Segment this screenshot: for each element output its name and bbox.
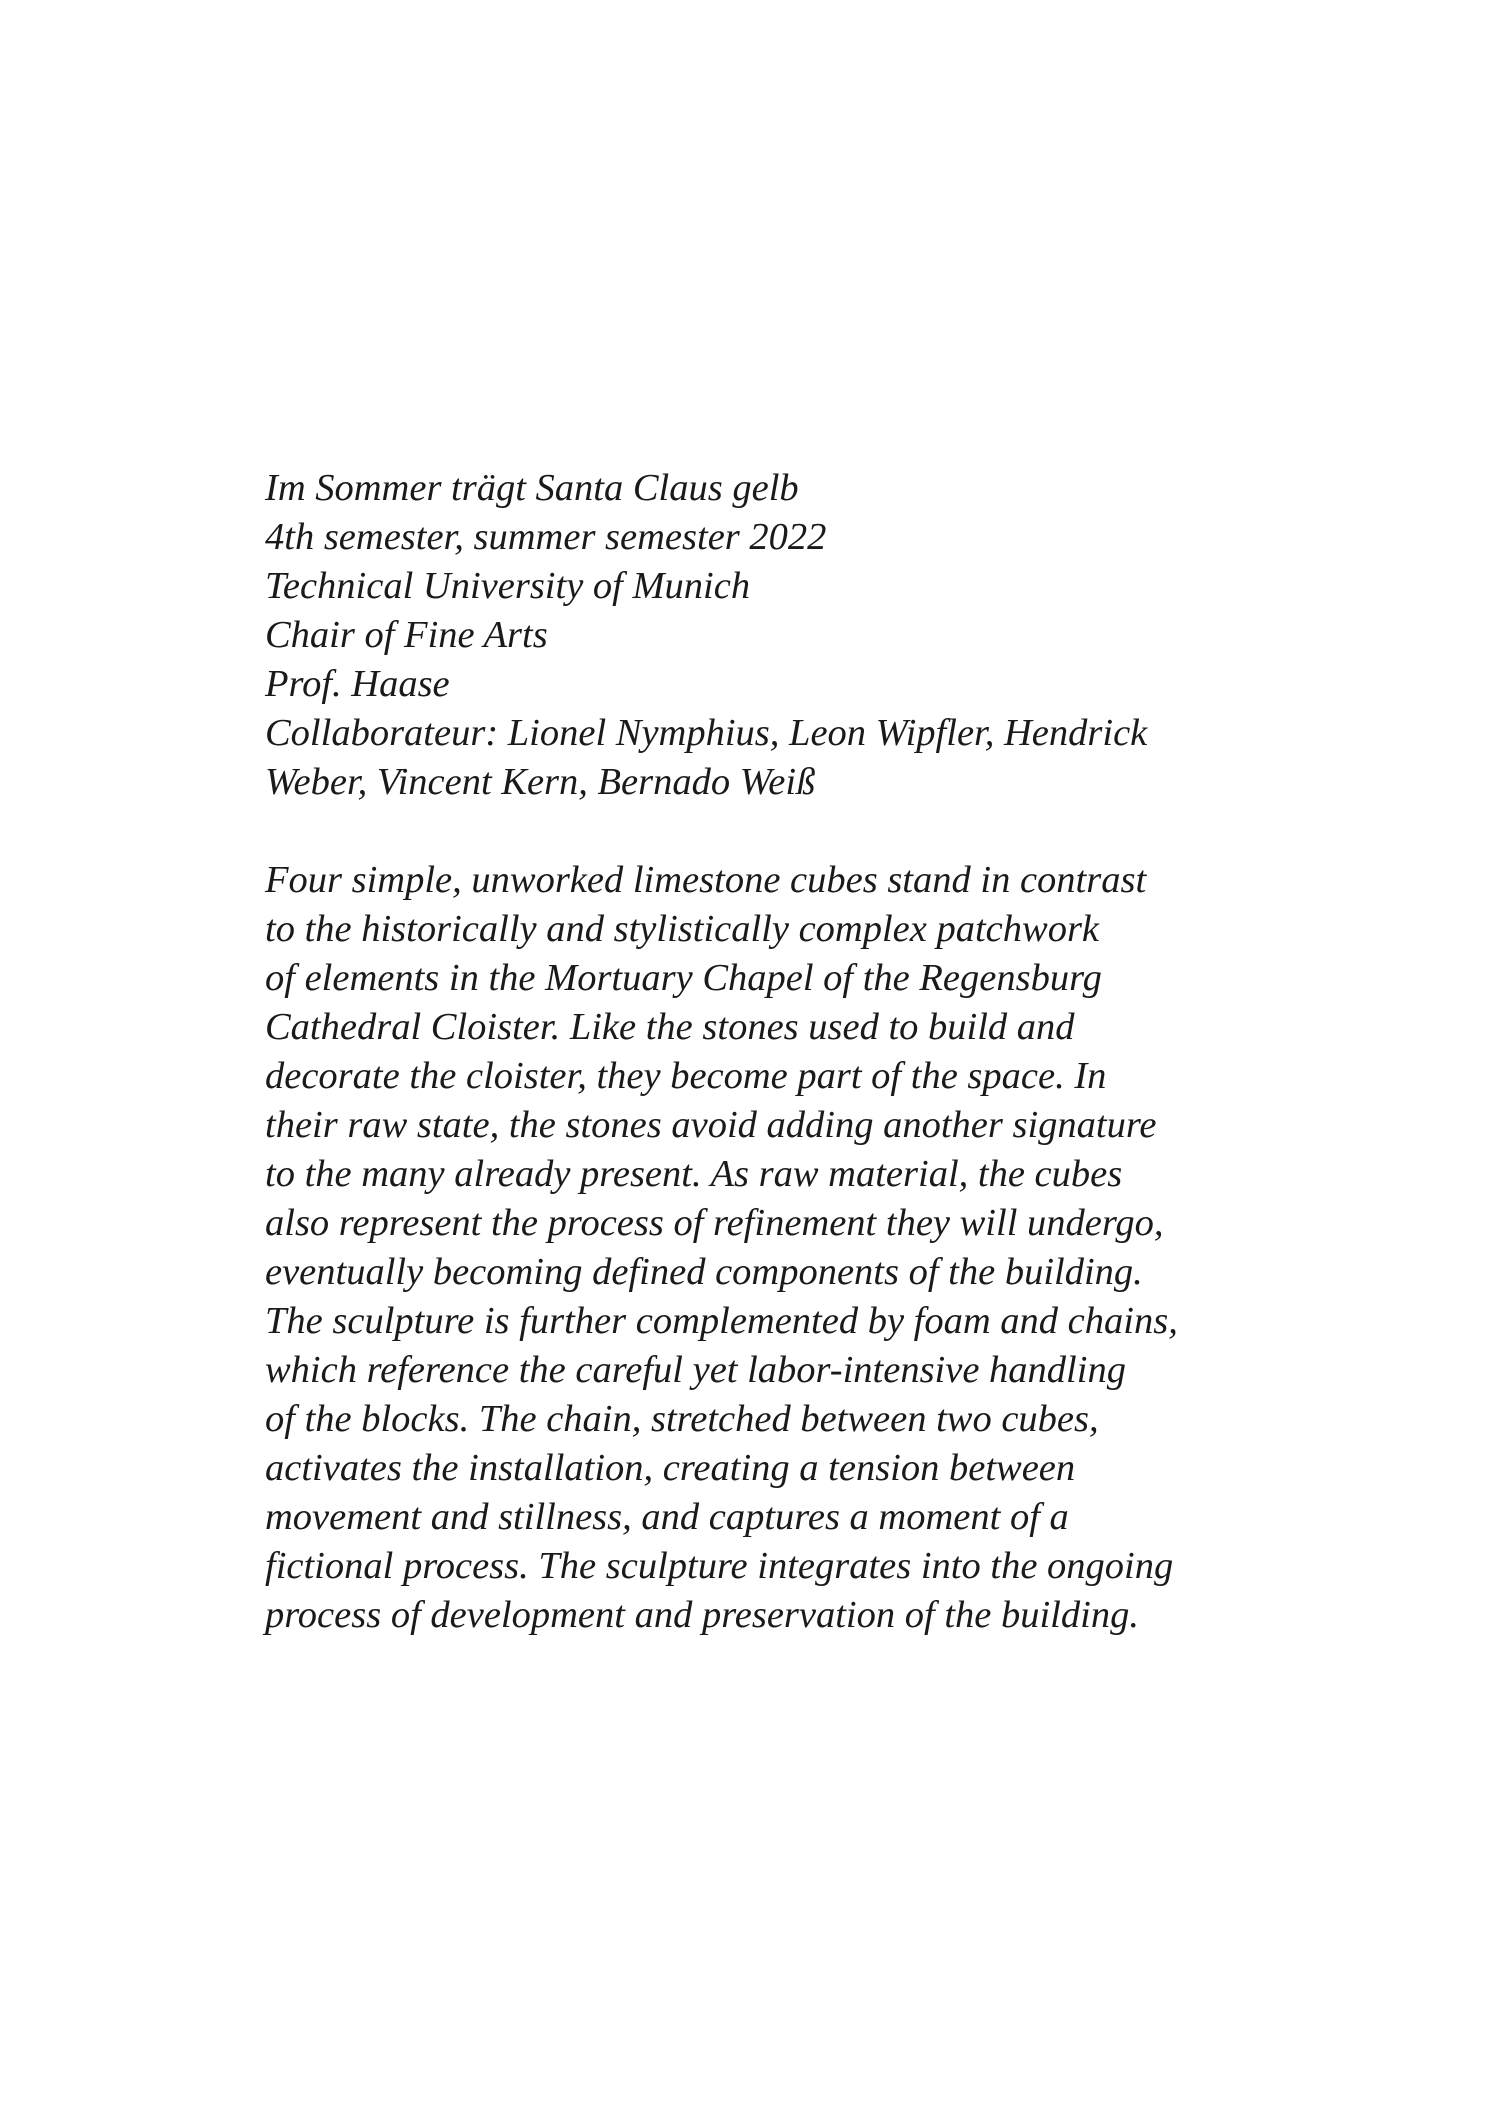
- description-line: Four simple, unworked limestone cubes stand in contrast: [265, 859, 1147, 901]
- description-line: of elements in the Mortuary Chapel of the Regensburg: [265, 957, 1102, 999]
- professor-name: Prof. Haase: [265, 663, 450, 705]
- credits-block: [265, 464, 1265, 807]
- description-line: to the historically and stylistically complex patchwork: [265, 908, 1100, 950]
- project-title: Im Sommer trägt Santa Claus gelb: [265, 467, 799, 509]
- collaborators-line: Weber, Vincent Kern, Bernado Weiß: [265, 761, 816, 803]
- university-name: Technical University of Munich: [265, 565, 751, 607]
- description-line: also represent the process of refinement they will undergo,: [265, 1202, 1164, 1244]
- description-line: activates the installation, creating a tension between: [265, 1447, 1076, 1489]
- description-line: fictional process. The sculpture integrates into the ongoing: [265, 1545, 1174, 1587]
- description-line: The sculpture is further complemented by foam and chains,: [265, 1300, 1178, 1342]
- description-line: of the blocks. The chain, stretched between two cubes,: [265, 1398, 1099, 1440]
- description-line: Cathedral Cloister. Like the stones used to build and: [265, 1006, 1075, 1048]
- text-block: [265, 464, 1265, 1640]
- description-line: movement and stillness, and captures a moment of a: [265, 1496, 1069, 1538]
- description-line: eventually becoming defined components of the building.: [265, 1251, 1143, 1293]
- paragraph-spacer: [265, 807, 1265, 856]
- description-line: to the many already present. As raw material, the cubes: [265, 1153, 1123, 1195]
- description-line: their raw state, the stones avoid adding another signature: [265, 1104, 1157, 1146]
- description-line: which reference the careful yet labor-intensive handling: [265, 1349, 1126, 1391]
- description-line: process of development and preservation of the building.: [265, 1594, 1139, 1636]
- description-line: decorate the cloister, they become part of the space. In: [265, 1055, 1107, 1097]
- semester-info: 4th semester, summer semester 2022: [265, 516, 827, 558]
- chair-name: Chair of Fine Arts: [265, 614, 548, 656]
- collaborators-line: Collaborateur: Lionel Nymphius, Leon Wipfler, Hendrick: [265, 712, 1148, 754]
- description-paragraph: [265, 856, 1265, 1640]
